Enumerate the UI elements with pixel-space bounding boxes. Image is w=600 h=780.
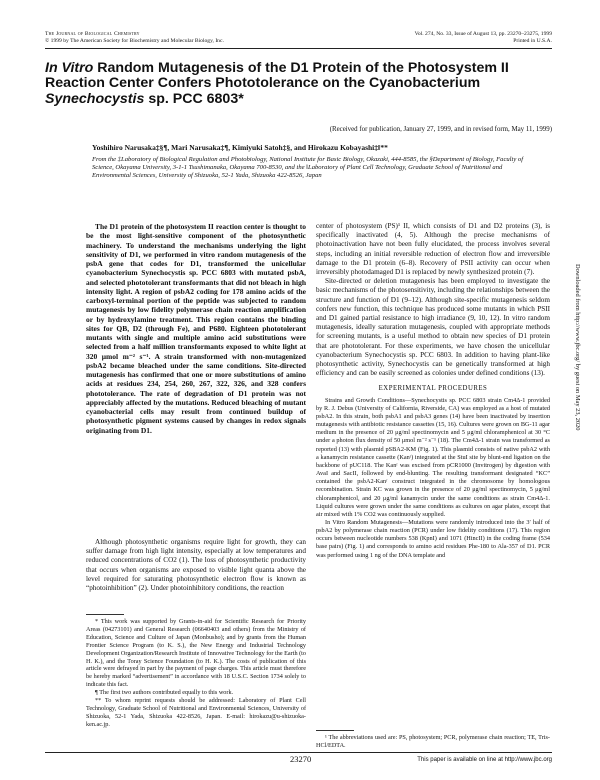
volume-line: Vol. 274, No. 33, Issue of August 13, pp. 23270–23275, 1999 bbox=[414, 31, 552, 37]
page-number: 23270 bbox=[290, 754, 312, 764]
journal-name: The Journal of Biological Chemistry bbox=[45, 31, 140, 37]
footnotes-right bbox=[316, 734, 550, 750]
title-lead: In Vitro bbox=[45, 60, 94, 76]
abstract: The D1 protein of the photosystem II reaction center is thought to be the most light-sensitive component of the photosynthetic machinery. To understand the mechanisms underlying the light sensitivity of D1, we performed in vitro random mutagenesis of the psbA gene that codes for D1, transformed the unicellular cyanobacterium Synechocystis sp. PCC 6803 with mutated psbA, and selected phototolerant transformants that did not bleach in high intensity light. A region of psbA2 coding for 178 amino acids of the carboxyl-terminal portion of the peptide was subjected to random mutagenesis by low fidelity polymerase chain reaction amplification or by hydroxylamine treatment. This region contains the binding sites for QB, D2 (through Fe), and P680. Eighteen phototolerant mutants with single and multiple amino acid substitutions were selected from a half million transformants exposed to white light at 320 μmol m⁻² s⁻¹. A strain transformed with non-mutagenized psbA2 became bleached under the same conditions. Site-directed mutagenesis has confirmed that one or more substitutions of amino acids at residues 234, 254, 260, 267, 322, 326, and 328 confers phototolerance. The rate of degradation of D1 protein was not appreciably affected by the mutations. Reduced bleaching of mutant cyanobacterial cells may result from continued buildup of photosynthetic pigment systems caused by changes in redox signals originating from D1. bbox=[86, 222, 306, 435]
footnotes-left bbox=[86, 618, 306, 729]
footnote-rule-left bbox=[86, 614, 124, 615]
received-dates: (Received for publication, January 27, 1999, and in revised form, May 11, 1999) bbox=[329, 126, 552, 133]
intro-paragraph-2: Site-directed or deletion mutagenesis has been employed to investigate the basic mechanisms of the photosensitivity, including the relationships between the structure and function of D1 (9–12). Although site-specific mutagenesis seldom confers new function, this technique has produced some mutants in which PSII and D1 gained partial resistance to high irradiance (9, 10, 12). In vitro random mutagenesis, ideally saturation mutagenesis, coupled with appropriate methods for screening mutants, is a useful method to obtain new species of D1 protein that are phototolerant. For these experiments, we have chosen the unicellular cyanobacterium Synechocystis sp. PCC 6803. In addition to having plant-like photosynthetic activity, Synechocystis can be genetically transformed at high efficiency and can be easily screened as colonies under defined conditions (13). bbox=[316, 277, 550, 378]
methods-mutagenesis-paragraph: In Vitro Random Mutagenesis—Mutations were randomly introduced into the 3′ half of psbA2 by polymerase chain reaction (PCR) under low fidelity conditions (17). This region occurs between nucleotide numbers 538 (KpnI) and 1071 (HincII) in the coding frame (534 base pairs) (Fig. 1) and corresponds to amino acid residues Phe-180 to Ala-357 of D1. PCR was performed using 1 ng of the DNA template and bbox=[316, 519, 550, 559]
title-tail: sp. PCC 6803* bbox=[144, 90, 244, 107]
download-notice: Downloaded from http://www.jbc.org/ by guest on May 23, 2020 bbox=[574, 264, 581, 431]
copyright-line: © 1999 by The American Society for Biochemistry and Molecular Biology, Inc. bbox=[45, 37, 224, 44]
intro-paragraph-continued: center of photosystem (PS)¹ II, which consists of D1 and D2 proteins (3), is specifically inactivated (4, 5). Although the precise mechanisms of photoinactivation have not been fully elucidated, the process involves several steps, including an initial reversible reduction of electron flow and irreversible damage to the D1 protein (6–8). Recovery of PSII activity can occur when irreversibly photodamaged D1 is replaced by newly synthesized protein (7). bbox=[316, 222, 550, 277]
footnote-funding: * This work was supported by Grants-in-aid for Scientific Research for Priority Areas (04273101) and General Research (06640403 and others) from the Ministry of Education, Science and Culture of Japan (Monbusho); and by grants from the Human Frontier Science Program (to K. S.), the New Energy and Industrial Technology Development Organization/Research Institute of Innovative Technology for the Earth (to H. K.), and the Toray Science Foundation (to H. K.). The costs of publication of this article were defrayed in part by the payment of page charges. This article must therefore be hereby marked “advertisement” in accordance with 18 U.S.C. Section 1734 solely to indicate this fact. bbox=[86, 618, 306, 689]
issue-header bbox=[415, 31, 552, 44]
intro-paragraph: Although photosynthetic organisms require light for growth, they can suffer damage from high light intensity, especially at low temperatures and reduced concentrations of CO2 (1). The loss of photosynthetic productivity that occurs when organisms are exposed to visible light quanta above the level required for saturating photosynthetic electron flow is known as “photoinhibition” (2). Under photoinhibitory conditions, the reaction bbox=[86, 538, 306, 593]
footnote-correspondence: ** To whom reprint requests should be addressed: Laboratory of Plant Cell Technology, Graduate School of Nutritional and Environmental Sciences, University of Shizuoka, 52-1 Yada, Shizuoka 422-8526, Japan. E-mail: hirokazu@u-shizuoka-ken.ac.jp. bbox=[86, 697, 306, 728]
article-title bbox=[45, 61, 555, 107]
header-rule bbox=[45, 48, 552, 49]
printed-line: Printed in U.S.A. bbox=[513, 37, 552, 44]
footnote-rule-right bbox=[316, 730, 354, 731]
footer-rule bbox=[45, 752, 552, 753]
affiliations: From the ‡Laboratory of Biological Regulation and Photobiology, National Institute for Basic Biology, Okazaki, 444-8585, the §Department of Biology, Faculty of Science, Okayama University, 3-1-1 Tsushimanaka, Okayama 700-8530, and the ‖Laboratory of Plant Cell Technology, Graduate School of Nutritional and Environmental Sciences, University of Shizuoka, 52-1 Yada, Shizuoka 422-8526, Japan bbox=[92, 156, 524, 180]
author-list: Yoshihiro Narusaka‡§¶, Mari Narusaka‡¶, Kimiyuki Satoh‡§, and Hirokazu Kobayashi‡‖** bbox=[92, 143, 388, 152]
section-heading: EXPERIMENTAL PROCEDURES bbox=[378, 385, 488, 393]
title-species: Synechocystis bbox=[45, 90, 145, 107]
title-main: Random Mutagenesis of the D1 Protein of the Photosystem II Reaction Center Confers Phototolerance on the Cyanobacterium bbox=[45, 60, 509, 92]
intro-left-column bbox=[86, 538, 306, 593]
right-column bbox=[316, 222, 550, 560]
methods-strains-paragraph: Strains and Growth Conditions—Synechocystis sp. PCC 6803 strain Cm4Δ-1 provided by R. J. Debus (University of California, Riverside, CA) was employed as a host of mutated psbA2. In this strain, both psbA1 and psbA3 genes (14) have been inactivated by insertion mutagenesis with antibiotic resistance cassettes (15, 16). Cultures were grown on BG-11 agar medium in the presence of 20 μg/ml spectinomycin and 5 μg/ml chloramphenicol at 30 °C under a photon flux density of 50 μmol m⁻² s⁻¹ (18). The Cm4Δ-1 strain was transformed as reported (13) with plasmid pSBA2-KM (Fig. 1). This plasmid consists of native psbA2 with a kanamycin resistance cassette (Kanʳ) integrated at the StuI site by blunt-end ligation on the backbone of pUC118. The Kanʳ was excised from pCR1000 (Invitrogen) by digestion with AvaI and SacII, followed by end-blunting. The resulting transformant designated “KC” contained the psbA2-Kanʳ construct integrated in the chromosome by homologous recombination. Strain KC was grown in the presence of 20 μg/ml spectinomycin, 5 μg/ml chloramphenicol, and 20 μg/ml kanamycin under the same conditions as strain Cm4Δ-1. Liquid cultures were grown under the same conditions as cultures on agar plates, except that air mixed with 1% CO2 was continuously supplied. bbox=[316, 396, 550, 518]
footnote-abbreviations: ¹ The abbreviations used are: PS, photosystem; PCR, polymerase chain reaction; TE, Tris-HCl/EDTA. bbox=[316, 734, 550, 749]
footnote-equal-contribution: ¶ The first two authors contributed equally to this work. bbox=[95, 689, 234, 697]
journal-header bbox=[45, 31, 224, 44]
online-availability: This paper is available on line at http://www.jbc.org bbox=[417, 757, 552, 763]
download-watermark bbox=[574, 264, 584, 604]
